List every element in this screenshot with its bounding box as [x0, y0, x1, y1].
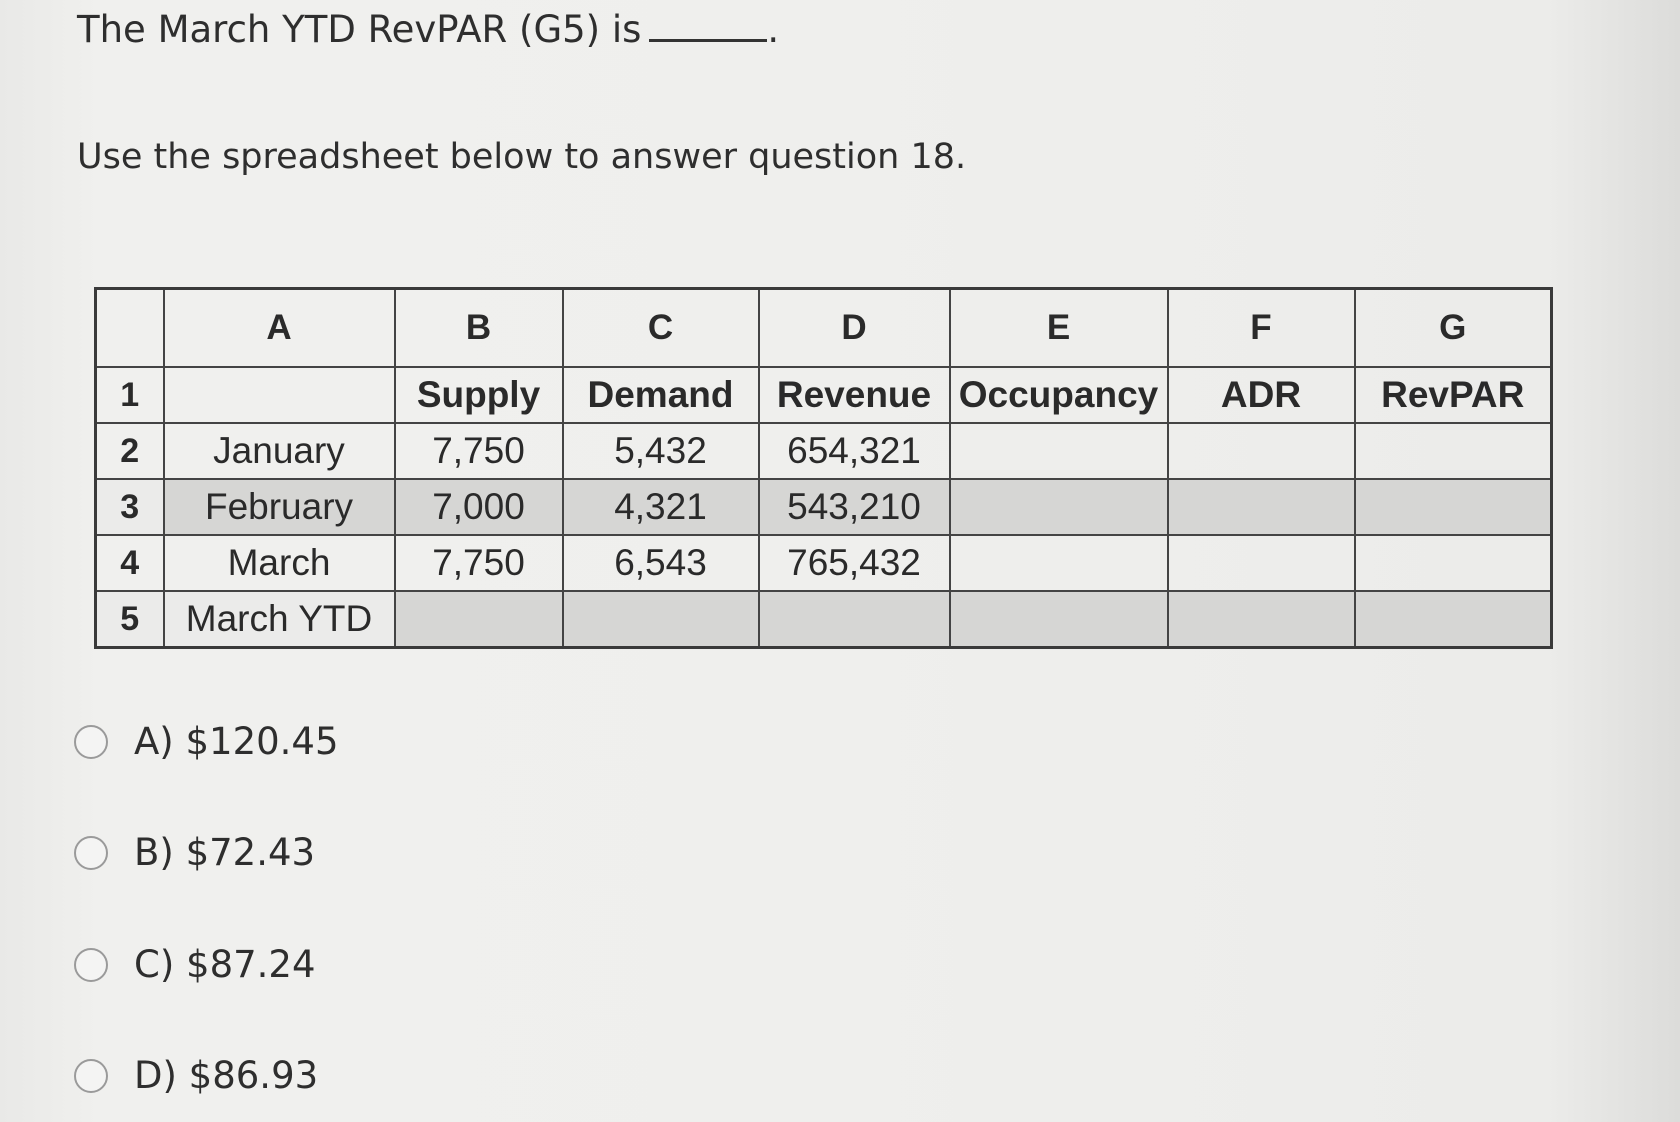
cell-g5 — [1355, 591, 1552, 648]
cell-f4 — [1168, 535, 1355, 591]
radio-icon[interactable] — [74, 948, 108, 982]
question-text — [77, 8, 779, 51]
cell-g1: RevPAR — [1355, 367, 1552, 423]
option-label: D) $86.93 — [134, 1054, 319, 1097]
row-number: 4 — [96, 535, 164, 591]
cell-c5 — [563, 591, 759, 648]
cell-a4: March — [164, 535, 395, 591]
cell-c2: 5,432 — [563, 423, 759, 479]
cell-e5 — [950, 591, 1168, 648]
radio-icon[interactable] — [74, 725, 108, 759]
column-header-g: G — [1355, 289, 1552, 368]
row-number: 3 — [96, 479, 164, 535]
column-header-row — [96, 289, 1552, 368]
table-row — [96, 367, 1552, 423]
spreadsheet-table — [94, 287, 1553, 649]
cell-d2: 654,321 — [759, 423, 950, 479]
cell-a1 — [164, 367, 395, 423]
cell-c1: Demand — [563, 367, 759, 423]
cell-a3: February — [164, 479, 395, 535]
cell-d1: Revenue — [759, 367, 950, 423]
table-row — [96, 479, 1552, 535]
column-header-f: F — [1168, 289, 1355, 368]
column-header-b: B — [395, 289, 563, 368]
cell-e2 — [950, 423, 1168, 479]
cell-d5 — [759, 591, 950, 648]
option-c[interactable] — [74, 943, 316, 986]
corner-cell — [96, 289, 164, 368]
column-header-a: A — [164, 289, 395, 368]
cell-f5 — [1168, 591, 1355, 648]
cell-d3: 543,210 — [759, 479, 950, 535]
question-period: . — [767, 8, 780, 51]
cell-b1: Supply — [395, 367, 563, 423]
cell-g3 — [1355, 479, 1552, 535]
option-label: A) $120.45 — [134, 720, 339, 763]
instruction-text: Use the spreadsheet below to answer question 18. — [77, 137, 967, 177]
column-header-c: C — [563, 289, 759, 368]
column-header-e: E — [950, 289, 1168, 368]
row-number: 1 — [96, 367, 164, 423]
cell-e1: Occupancy — [950, 367, 1168, 423]
cell-e4 — [950, 535, 1168, 591]
table-row — [96, 535, 1552, 591]
radio-icon[interactable] — [74, 836, 108, 870]
option-a[interactable] — [74, 720, 339, 763]
cell-e3 — [950, 479, 1168, 535]
cell-c4: 6,543 — [563, 535, 759, 591]
row-number: 2 — [96, 423, 164, 479]
cell-d4: 765,432 — [759, 535, 950, 591]
cell-b2: 7,750 — [395, 423, 563, 479]
cell-g4 — [1355, 535, 1552, 591]
column-header-d: D — [759, 289, 950, 368]
cell-b5 — [395, 591, 563, 648]
cell-a5: March YTD — [164, 591, 395, 648]
cell-c3: 4,321 — [563, 479, 759, 535]
option-d[interactable] — [74, 1054, 318, 1097]
question-prompt: The March YTD RevPAR (G5) is — [77, 8, 642, 51]
option-label: C) $87.24 — [134, 943, 316, 986]
cell-f3 — [1168, 479, 1355, 535]
cell-g2 — [1355, 423, 1552, 479]
option-b[interactable] — [74, 831, 315, 874]
option-label: B) $72.43 — [134, 831, 316, 874]
answer-blank — [649, 9, 767, 42]
table-row — [96, 423, 1552, 479]
row-number: 5 — [96, 591, 164, 648]
cell-b4: 7,750 — [395, 535, 563, 591]
cell-f2 — [1168, 423, 1355, 479]
cell-a2: January — [164, 423, 395, 479]
cell-f1: ADR — [1168, 367, 1355, 423]
table-row — [96, 591, 1552, 648]
radio-icon[interactable] — [74, 1059, 108, 1093]
cell-b3: 7,000 — [395, 479, 563, 535]
